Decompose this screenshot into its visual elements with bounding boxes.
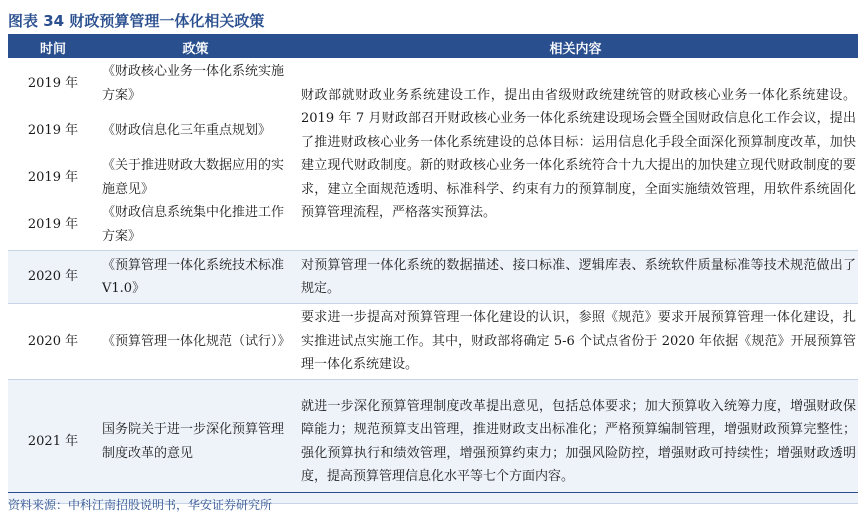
header-time: 时间 bbox=[8, 36, 98, 58]
year-cell: 2020 年 bbox=[8, 304, 98, 380]
header-policy: 政策 bbox=[98, 36, 293, 58]
policy-name: 《财政信息系统集中化推进工作方案》 bbox=[102, 205, 285, 244]
policy-cell: 国务院关于进一步深化预算管理制度改革的意见 bbox=[98, 380, 293, 504]
table-row bbox=[8, 304, 858, 380]
year-cell: 2020 年 bbox=[8, 251, 98, 304]
policy-table bbox=[8, 36, 858, 504]
policy-name: 《关于推进财政大数据应用的实施意见》 bbox=[102, 158, 285, 197]
figure-title: 图表 34 财政预算管理一体化相关政策 bbox=[8, 12, 265, 30]
source-note: 资料来源：中科江南招股说明书，华安证券研究所 bbox=[8, 498, 273, 512]
table-row bbox=[8, 380, 858, 504]
policy-cell: 《预算管理一体化系统技术标准 V1.0》 bbox=[98, 251, 293, 304]
policy-cell bbox=[98, 58, 293, 251]
table-row bbox=[8, 58, 858, 251]
year-cell: 2021 年 bbox=[8, 380, 98, 504]
content-cell: 财政部就财政业务系统建设工作，提出由省级财政统建统管的财政核心业务一体化系统建设。2019 年 7 月财政部召开财政核心业务一体化系统建设现场会暨全国财政信息化工作会议，提出了推进财政核心业务一体化系统建设的总体目标：运用信息化手段全面深化预算制度改革，加快建立现代财政制度。新的财政核心业务一体化系统符合十九大提出的加快建立现代财政制度的要求，建立全面规范透明、标准科学、约束有力的预算制度，全面实施绩效管理，用软件系统固化预算管理流程，严格落实预算法。 bbox=[293, 58, 858, 251]
table-row bbox=[8, 251, 858, 304]
content-cell: 就进一步深化预算管理制度改革提出意见，包括总体要求；加大预算收入统筹力度，增强财政保障能力；规范预算支出管理，推进财政支出标准化；严格预算编制管理，增强财政预算完整性；强化预算执行和绩效管理，增强预算约束力；加强风险防控，增强财政可持续性；增强财政透明度，提高预算管理信息化水平等七个方面内容。 bbox=[293, 380, 858, 504]
year-value: 2019 年 bbox=[27, 123, 79, 138]
year-cell bbox=[8, 58, 98, 251]
table-header-row bbox=[8, 36, 858, 58]
policy-name: 《财政信息化三年重点规划》 bbox=[102, 122, 272, 138]
year-value: 2019 年 bbox=[27, 170, 79, 185]
year-value: 2019 年 bbox=[27, 76, 79, 91]
header-content: 相关内容 bbox=[293, 36, 858, 58]
table-bottom-divider bbox=[8, 492, 858, 493]
year-value: 2019 年 bbox=[27, 217, 79, 232]
policy-cell: 《预算管理一体化规范（试行）》 bbox=[98, 304, 293, 380]
policy-name: 《财政核心业务一体化系统实施方案》 bbox=[102, 64, 285, 103]
content-cell: 要求进一步提高对预算管理一体化建设的认识，参照《规范》要求开展预算管理一体化建设，扎实推进试点实施工作。其中，财政部将确定 5-6 个试点省份于 2020 年依据《规范》开展预算管理一体化系统建设。 bbox=[293, 304, 858, 380]
content-cell: 对预算管理一体化系统的数据描述、接口标准、逻辑库表、系统软件质量标准等技术规范做出了规定。 bbox=[293, 251, 858, 304]
